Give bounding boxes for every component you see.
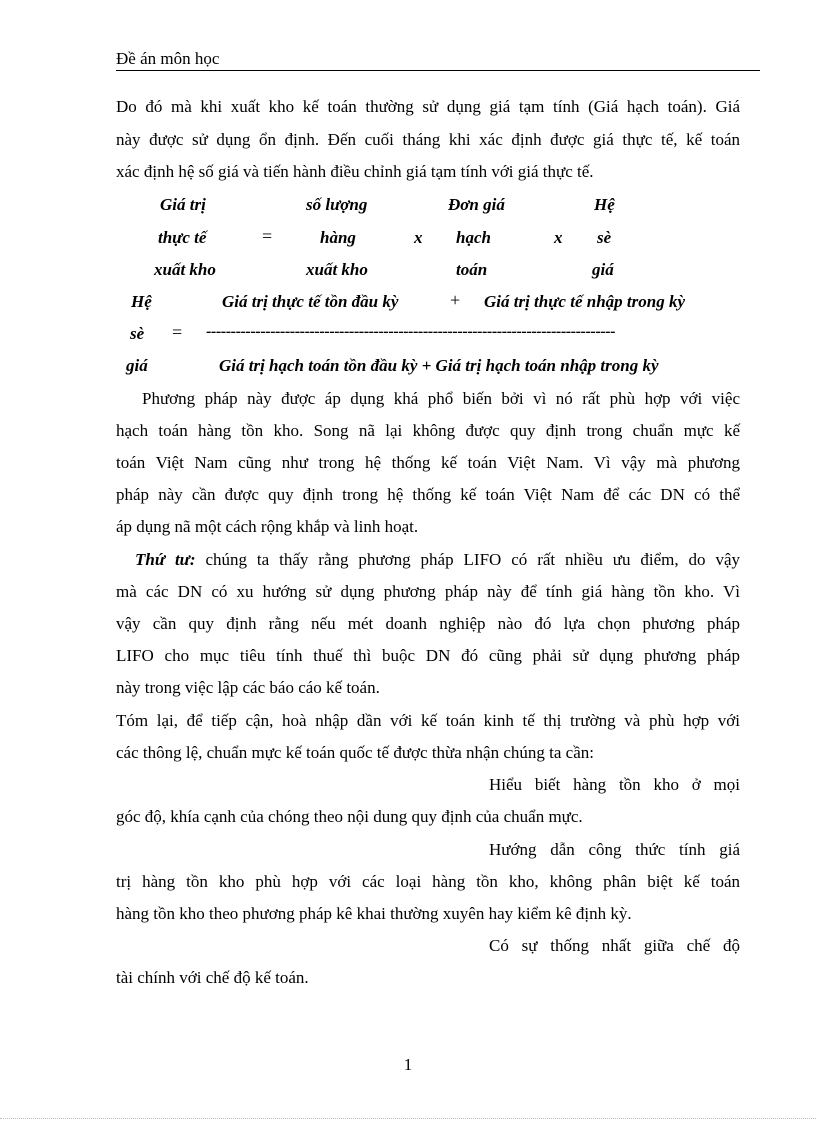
intro-line: Do đó mà khi xuất kho kế toán thường sử dụng giá tạm tính (Giá hạch toán). Giá <box>116 97 740 116</box>
bullet-2-first: Hướng dẫn công thức tính giá <box>489 840 740 859</box>
bullet-3-rest: tài chính với chế độ kế toán. <box>116 968 309 987</box>
bullet-1-first: Hiểu biết hàng tồn kho ở mọi <box>489 775 740 794</box>
formula2-label-line1: Hệ <box>131 292 152 311</box>
formula1-term4-line2: sè <box>597 228 612 247</box>
bullet-3-first: Có sự thống nhất giữa chế độ <box>489 936 740 955</box>
para1-line: pháp này cần được quy định trong hệ thống kế toán Việt Nam để các DN có thể <box>116 485 740 504</box>
formula1-times-1: x <box>414 228 423 247</box>
formula1-term1-line1: Giá trị <box>160 195 206 214</box>
formula1-term3-line3: toán <box>456 260 488 279</box>
formula2-fraction-bar: ----------------------------------------------------------------------------------- <box>206 323 616 340</box>
formula2-label-line3: giá <box>126 356 148 375</box>
para2-line: mà các DN có xu hướng sử dụng phương pháp này để tính giá hàng tồn kho. Vì <box>116 582 740 601</box>
para2-line: này trong việc lập các báo cáo kế toán. <box>116 678 380 697</box>
formula2-numerator-right: Giá trị thực tế nhập trong kỳ <box>484 292 685 311</box>
formula2-denominator: Giá trị hạch toán tồn đầu kỳ + Giá trị hạch toán nhập trong kỳ <box>219 356 659 375</box>
header-divider <box>116 70 760 71</box>
para1-line: toán Việt Nam cũng như trong hệ thống kế toán Việt Nam. Vì vậy mà phương <box>116 453 740 472</box>
para3-line: Tóm lại, để tiếp cận, hoà nhập dần với kế toán kinh tế thị trường và phù hợp với <box>116 711 740 730</box>
formula1-term1-line3: xuất kho <box>154 260 216 279</box>
formula1-term2-line2: hàng <box>320 228 356 247</box>
formula1-term2-line1: số lượng <box>306 195 368 214</box>
page-header-title: Đề án môn học <box>116 49 220 68</box>
bullet-2-rest: trị hàng tồn kho phù hợp với các loại hàng tồn kho, không phân biệt kế toán <box>116 872 740 891</box>
formula1-times-2: x <box>554 228 563 247</box>
formula2-label-line2: sè <box>130 324 145 343</box>
formula1-term3-line1: Đơn giá <box>448 195 505 214</box>
para2-line: vậy cần quy định rằng nếu mét doanh nghiệp nào đó lựa chọn phương pháp <box>116 614 740 633</box>
formula1-term3-line2: hạch <box>456 228 491 247</box>
para2-first-rest: chúng ta thấy rằng phương pháp LIFO có rất nhiều ưu điểm, do vậy <box>195 550 741 569</box>
para2-first-line <box>135 550 740 570</box>
para1-line: hạch toán hàng tồn kho. Song nã lại không được quy định trong chuẩn mực kế <box>116 421 740 440</box>
bullet-1-rest: góc độ, khía cạnh của chóng theo nội dung quy định của chuẩn mực. <box>116 807 583 826</box>
bullet-2-rest: hàng tồn kho theo phương pháp kê khai thường xuyên hay kiểm kê định kỳ. <box>116 904 632 923</box>
formula2-plus: + <box>450 290 461 310</box>
para2-line: LIFO cho mục tiêu tính thuế thì buộc DN đó cũng phải sử dụng phương pháp <box>116 646 740 665</box>
formula2-equals: = <box>172 322 183 342</box>
formula2-numerator-left: Giá trị thực tế tồn đầu kỳ <box>222 292 399 311</box>
intro-line: xác định hệ số giá và tiến hành điều chỉnh giá tạm tính với giá thực tế. <box>116 162 594 181</box>
para2-lead: Thứ tư: <box>135 550 196 569</box>
para1-line: Phương pháp này được áp dụng khá phổ biến bởi vì nó rất phù hợp với việc <box>142 389 740 408</box>
formula1-term1-line2: thực tế <box>158 228 207 247</box>
page-number: 1 <box>403 1055 413 1074</box>
para3-line: các thông lệ, chuẩn mực kế toán quốc tế được thừa nhận chúng ta cần: <box>116 743 594 762</box>
page-bottom-edge <box>0 1118 816 1119</box>
para1-line: áp dụng nã một cách rộng khắp và linh hoạt. <box>116 517 419 536</box>
formula1-term2-line3: xuất kho <box>306 260 368 279</box>
formula1-term4-line3: giá <box>592 260 614 279</box>
formula1-term4-line1: Hệ <box>594 195 615 214</box>
intro-line: này được sử dụng ổn định. Đến cuối tháng khi xác định được giá thực tế, kế toán <box>116 130 740 149</box>
formula1-equals: = <box>262 226 273 246</box>
